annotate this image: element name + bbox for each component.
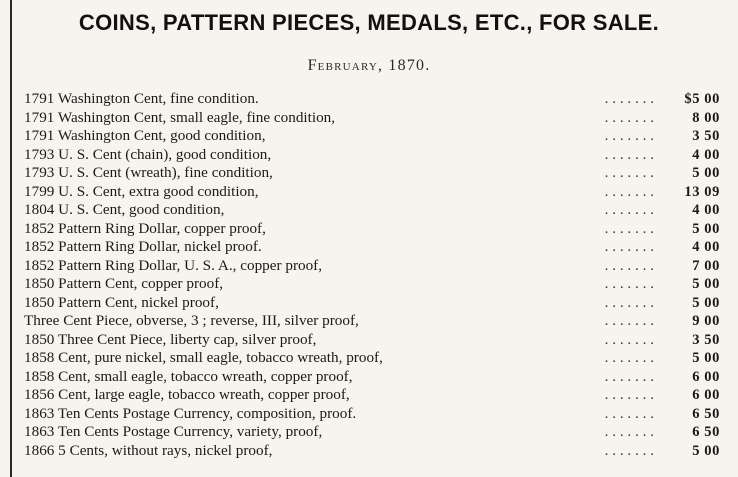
item-description: 1791 Washington Cent, fine condition.: [24, 90, 259, 107]
item-price: 4 00: [692, 146, 720, 163]
dot-leaders: . . . . . . .: [604, 312, 654, 329]
dot-leaders: . . . . . . .: [604, 201, 654, 218]
list-item: [24, 257, 720, 276]
item-price: 5 00: [692, 220, 720, 237]
page-title: COINS, PATTERN PIECES, MEDALS, ETC., FOR SALE.: [78, 10, 660, 35]
item-description: 1799 U. S. Cent, extra good condition,: [24, 182, 259, 200]
item-price: 5 00: [692, 165, 720, 181]
item-description: 1863 Ten Cents Postage Currency, variety, proof,: [24, 423, 323, 440]
list-item: [24, 294, 720, 313]
item-price: 3 50: [692, 331, 720, 348]
dot-leaders: . . . . . . .: [604, 423, 654, 440]
item-description: 1793 U. S. Cent (chain), good condition,: [24, 145, 272, 163]
item-price: 9 00: [692, 313, 720, 329]
item-description: Three Cent Piece, obverse, 3 ; reverse, III, silver proof,: [24, 312, 359, 329]
list-item: [24, 423, 720, 442]
list-item: [24, 386, 720, 405]
list-item: [24, 312, 720, 331]
item-price: 5 00: [692, 350, 720, 366]
dot-leaders: . . . . . . .: [604, 145, 654, 163]
dot-leaders: . . . . . . .: [604, 238, 654, 255]
list-item: [24, 90, 720, 109]
dot-leaders: . . . . . . .: [604, 108, 654, 126]
item-description: 1850 Three Cent Piece, liberty cap, silver proof,: [24, 330, 317, 348]
dot-leaders: . . . . . . .: [604, 127, 654, 144]
item-price: 5 00: [692, 442, 720, 459]
item-description: 1852 Pattern Ring Dollar, U. S. A., copper proof,: [24, 256, 323, 274]
dot-leaders: . . . . . . .: [604, 219, 654, 237]
dot-leaders: . . . . . . .: [604, 90, 654, 107]
list-item: [24, 368, 720, 387]
item-description: 1791 Washington Cent, small eagle, fine condition,: [24, 108, 336, 126]
dot-leaders: . . . . . . .: [604, 330, 654, 348]
price-list: [24, 90, 720, 460]
item-price: 7 00: [692, 257, 720, 274]
list-item: [24, 109, 720, 128]
list-item: [24, 238, 720, 257]
item-price: $5 00: [684, 91, 720, 107]
dot-leaders: . . . . . . .: [604, 293, 654, 311]
list-item: [24, 164, 720, 183]
item-price: 5 00: [692, 294, 720, 311]
item-price: 13 09: [684, 183, 720, 200]
item-price: 6 50: [692, 405, 720, 422]
dot-leaders: . . . . . . .: [604, 404, 654, 422]
item-description: 1804 U. S. Cent, good condition,: [24, 201, 225, 218]
item-description: 1850 Pattern Cent, nickel proof,: [24, 293, 219, 311]
list-item: [24, 331, 720, 350]
dot-leaders: . . . . . . .: [604, 386, 654, 403]
item-price: 6 50: [692, 424, 720, 440]
list-item: [24, 349, 720, 368]
item-price: 5 00: [692, 276, 720, 292]
item-description: 1791 Washington Cent, good condition,: [24, 127, 266, 144]
list-item: [24, 275, 720, 294]
dot-leaders: . . . . . . .: [604, 275, 654, 292]
item-price: 4 00: [692, 202, 720, 218]
item-description: 1852 Pattern Ring Dollar, copper proof,: [24, 219, 266, 237]
date-line: February, 1870.: [307, 57, 431, 74]
item-price: 4 00: [692, 239, 720, 255]
item-price: 6 00: [692, 368, 720, 385]
item-description: 1793 U. S. Cent (wreath), fine condition,: [24, 164, 273, 181]
item-description: 1858 Cent, pure nickel, small eagle, tobacco wreath, proof,: [24, 349, 383, 366]
item-description: 1850 Pattern Cent, copper proof,: [24, 275, 224, 292]
dot-leaders: . . . . . . .: [604, 367, 654, 385]
list-item: [24, 127, 720, 146]
item-price: 8 00: [692, 109, 720, 126]
list-item: [24, 183, 720, 202]
dot-leaders: . . . . . . .: [604, 349, 654, 366]
item-description: 1858 Cent, small eagle, tobacco wreath, copper proof,: [24, 367, 353, 385]
list-item: [24, 201, 720, 220]
item-description: 1863 Ten Cents Postage Currency, composition, proof.: [24, 404, 357, 422]
list-item: [24, 405, 720, 424]
item-price: 3 50: [692, 128, 720, 144]
list-item: [24, 220, 720, 239]
list-item: [24, 146, 720, 165]
dot-leaders: . . . . . . .: [604, 182, 654, 200]
dot-leaders: . . . . . . .: [604, 441, 654, 459]
item-description: 1856 Cent, large eagle, tobacco wreath, copper proof,: [24, 386, 350, 403]
dot-leaders: . . . . . . .: [604, 164, 654, 181]
item-price: 6 00: [692, 387, 720, 403]
item-description: 1866 5 Cents, without rays, nickel proof,: [24, 441, 273, 459]
list-item: [24, 442, 720, 461]
dot-leaders: . . . . . . .: [604, 256, 654, 274]
item-description: 1852 Pattern Ring Dollar, nickel proof.: [24, 238, 262, 255]
